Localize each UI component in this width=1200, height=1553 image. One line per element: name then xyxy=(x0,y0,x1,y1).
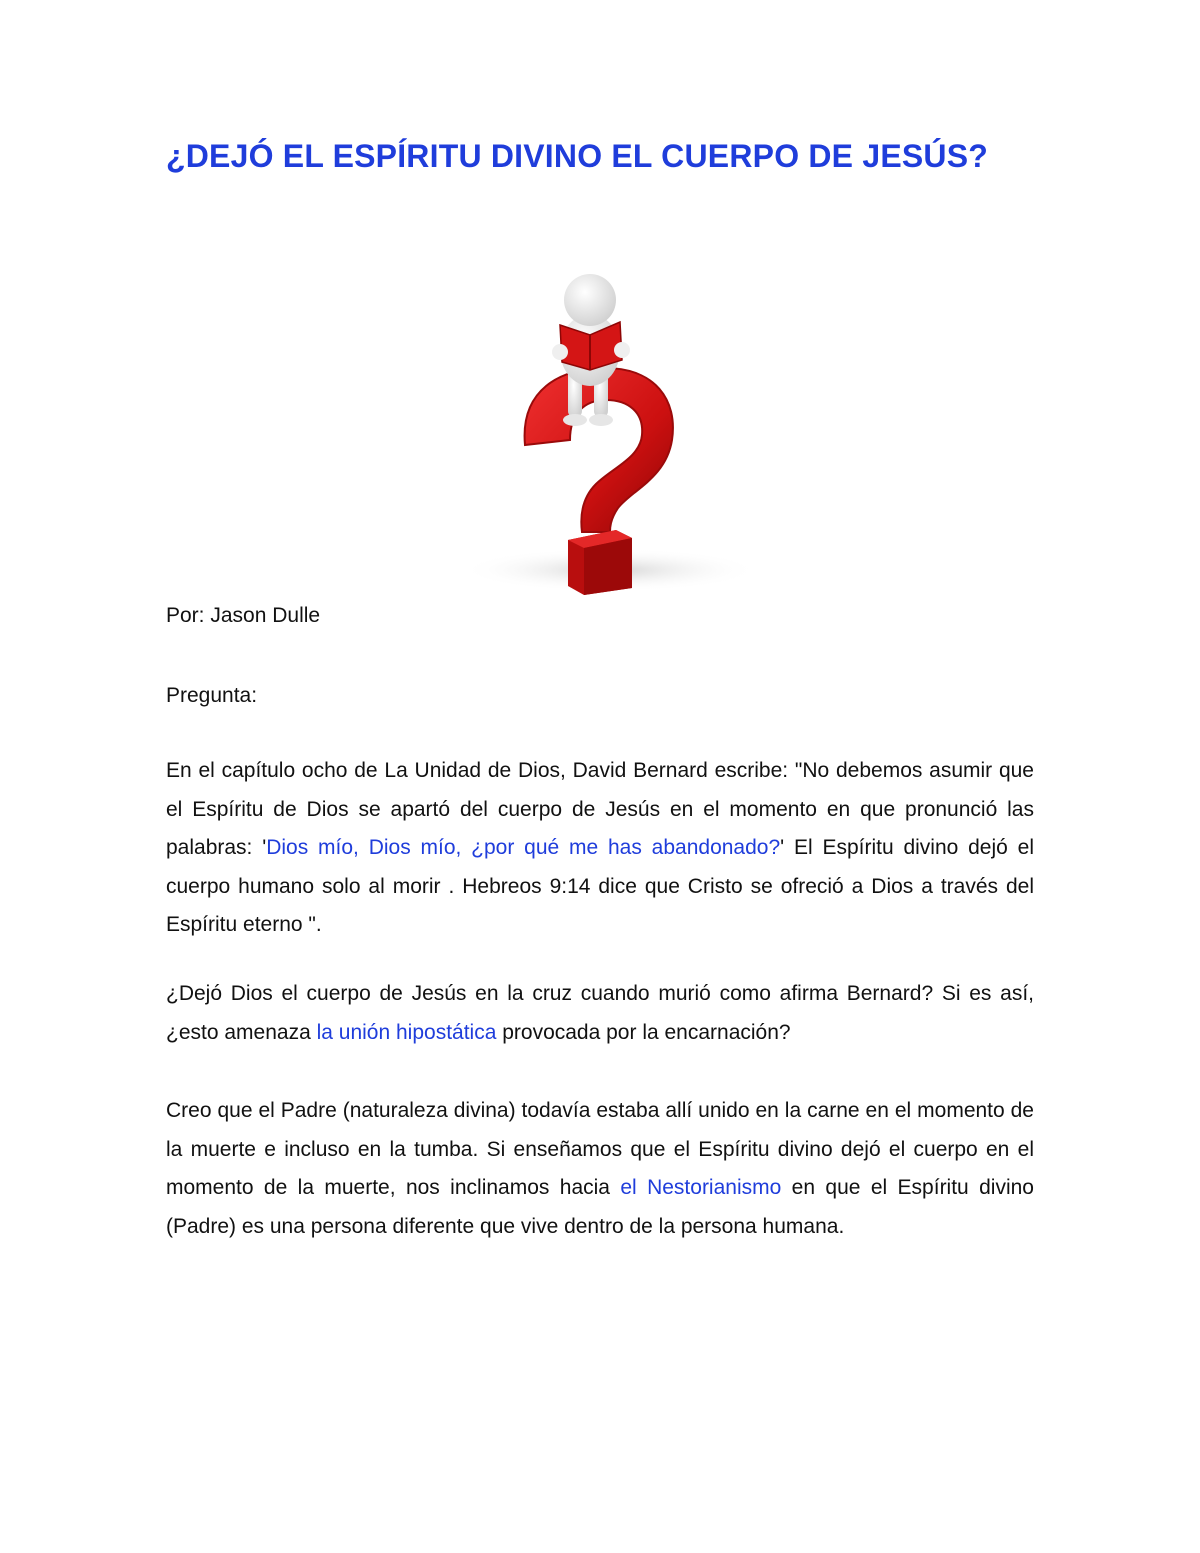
hypostatic-union-link[interactable]: la unión hipostática xyxy=(316,1020,497,1044)
paragraph-question xyxy=(166,975,1034,1052)
paragraph-answer xyxy=(166,1092,1034,1246)
paragraph-text: ¿Dejó Dios el cuerpo de Jesús en la cruz cuando murió como afirma Bernard? Si es así, ¿esto amenaza xyxy=(166,982,1034,1044)
paragraph-text: en que el Espíritu divino (Padre) es una persona diferente que vive dentro de la persona humana. xyxy=(166,1176,1034,1238)
person-reading-on-question-mark-icon xyxy=(410,240,770,595)
paragraph-text: ' El Espíritu divino dejó el cuerpo humano solo al morir . Hebreos 9:14 dice que Cristo se ofreció a Dios a través del Espíritu eterno ". xyxy=(166,836,1034,936)
nestorianism-link[interactable]: el Nestorianismo xyxy=(620,1176,782,1199)
question-label: Pregunta: xyxy=(166,684,258,707)
paragraph-quote xyxy=(166,752,1034,945)
paragraph-text: provocada por la encarnación? xyxy=(496,1020,791,1044)
quote-link[interactable]: Dios mío, Dios mío, ¿por qué me has abandonado? xyxy=(266,836,781,859)
question-mark-illustration xyxy=(410,240,770,595)
author-byline: Por: Jason Dulle xyxy=(166,604,321,627)
document-title: ¿DEJÓ EL ESPÍRITU DIVINO EL CUERPO DE JESÚS? xyxy=(166,138,989,174)
paragraph-text: En el capítulo ocho de La Unidad de Dios, David Bernard escribe: "No debemos asumir que el Espíritu de Dios se apartó del cuerpo de Jesús en el momento en que pronunció las palabras: ' xyxy=(166,759,1034,859)
paragraph-text: Creo que el Padre (naturaleza divina) todavía estaba allí unido en la carne en el momento de la muerte e incluso en la tumba. Si enseñamos que el Espíritu divino dejó el cuerpo en el momento de la muerte, nos inclinamos hacia xyxy=(166,1099,1034,1199)
